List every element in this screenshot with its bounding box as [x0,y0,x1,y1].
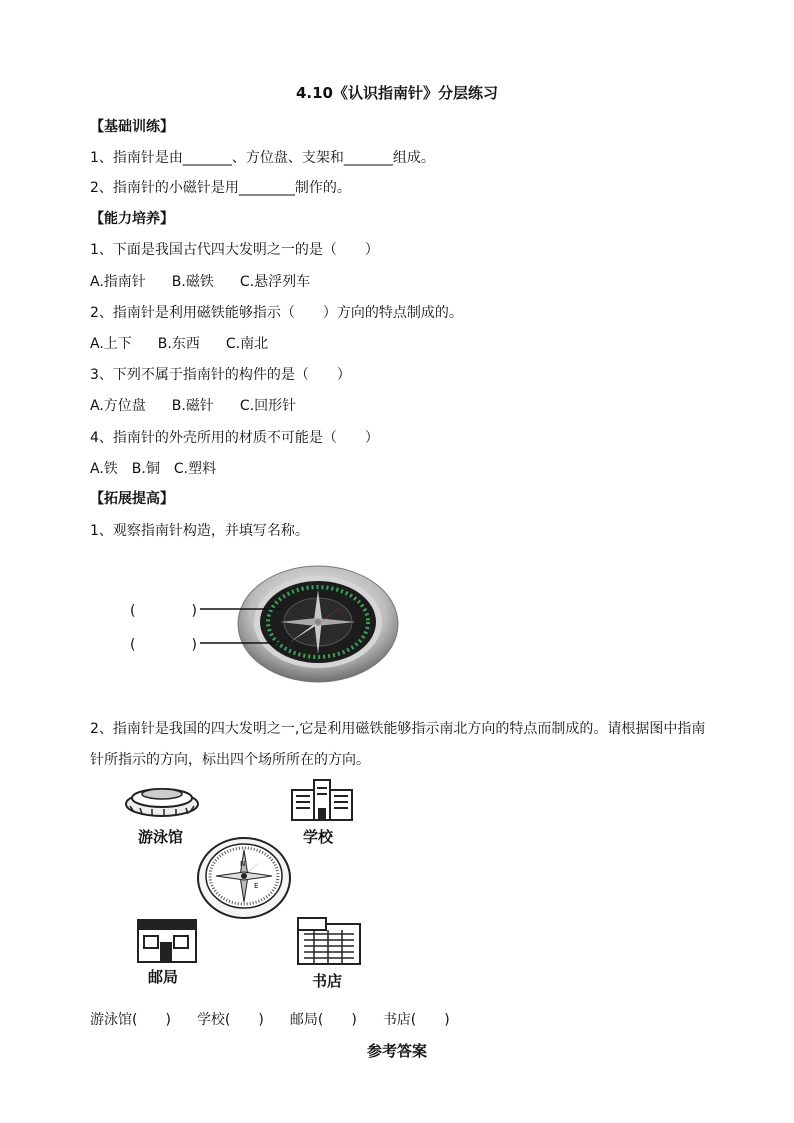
compass-letter-e: E [254,882,259,890]
ability-q2: 2、指南针是利用磁铁能够指示（ ）方向的特点制成的。 [90,305,463,321]
answer-school: 学校( ) [196,1012,264,1028]
section-basic: 【基础训练】 [90,119,174,135]
option: B.磁针 [171,398,214,414]
post-office-icon [138,920,196,962]
option: A.铁 [90,461,118,477]
option: C.塑料 [173,461,217,477]
compass-letter-n: N [240,860,246,868]
ability-q3-options [90,395,322,415]
answer-pool: 游泳馆( ) [90,1012,171,1028]
place-label-school: 学校 [303,828,334,846]
ability-q4-options [90,458,242,478]
extend-q2-line2: 针所指示的方向，标出四个场所所在的方向。 [90,752,370,768]
ability-q2-options [90,333,294,353]
option: B.磁铁 [171,274,214,290]
answer-row [90,1009,450,1029]
ability-q3: 3、下列不属于指南针的构件的是（ ） [90,367,351,383]
school-building-icon [292,780,352,820]
ability-q1-options [90,271,336,291]
option: B.东西 [157,336,200,352]
direction-compass-figure [196,836,292,920]
compass-structure-figure [200,560,400,684]
option: C.回形针 [239,398,297,414]
extend-q1: 1、观察指南针构造，并填写名称。 [90,523,309,539]
place-label-post: 邮局 [148,968,179,986]
pivot [315,619,321,625]
swimming-pool-icon [126,789,198,816]
option: A.指南针 [90,274,146,290]
compass-pivot [241,873,247,879]
place-label-bookstore: 书店 [312,972,343,990]
section-ability: 【能力培养】 [90,211,174,227]
basic-item-1: 1、指南针是由_______、方位盘、支架和_______组成。 [90,150,435,166]
option: A.方位盘 [90,398,146,414]
page-title: 4.10《认识指南针》分层练习 [295,84,498,102]
option: A.上下 [90,336,132,352]
option: C.南北 [225,336,269,352]
bookstore-icon [298,918,360,964]
answer-post: 邮局( ) [289,1012,357,1028]
blank-label-1: ( ) [130,603,197,619]
extend-q2-line1: 2、指南针是我国的四大发明之一,它是利用磁铁能够指示南北方向的特点而制成的。请根据图中指南 [90,721,706,737]
place-label-pool: 游泳馆 [138,828,184,846]
basic-item-2: 2、指南针的小磁针是用________制作的。 [90,180,351,196]
ability-q1: 1、下面是我国古代四大发明之一的是（ ） [90,242,379,258]
answer-title: 参考答案 [366,1042,427,1060]
blank-label-2: ( ) [130,637,197,653]
ability-q4: 4、指南针的外壳所用的材质不可能是（ ） [90,430,379,446]
option: B.铜 [131,461,160,477]
option: C.悬浮列车 [239,274,311,290]
answer-bookstore: 书店( ) [382,1012,450,1028]
section-extend: 【拓展提高】 [90,491,174,507]
places-bottom-icons [134,916,366,966]
